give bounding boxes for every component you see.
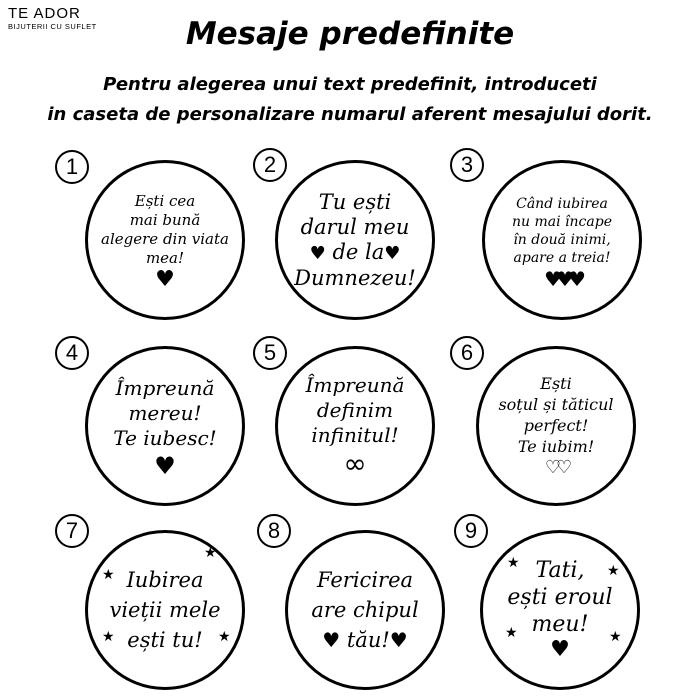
message-line: alegere din viata (101, 230, 229, 248)
heart-icon: ♥ (322, 628, 341, 652)
instructions-line-1: Pentru alegerea unui text predefinit, introduceti (103, 74, 597, 95)
message-line: Tu ești (318, 189, 392, 214)
message-number-badge: 7 (55, 514, 89, 548)
star-icon: ★ (204, 545, 217, 561)
message-number-badge: 4 (55, 336, 89, 370)
star-icon: ★ (505, 625, 518, 641)
message-circle (85, 346, 245, 506)
star-icon: ★ (218, 629, 231, 645)
message-4[interactable] (65, 340, 255, 516)
message-line: perfect! (523, 416, 589, 435)
brand-tagline: BIJUTERII CU SUFLET (8, 22, 97, 31)
message-line: Ești cea (134, 192, 196, 210)
message-line: vieții mele (109, 598, 221, 622)
message-circle (275, 160, 435, 320)
message-line: infinitul! (311, 422, 399, 447)
heart-icon: ♥ (384, 242, 401, 264)
message-line: mereu! (128, 400, 202, 425)
star-icon: ★ (102, 567, 115, 583)
message-line: mai bună (129, 211, 201, 229)
message-line: Tati, (535, 557, 585, 583)
message-line: Când iubirea (516, 196, 608, 212)
message-line: definim (316, 397, 394, 422)
message-8[interactable] (267, 518, 455, 700)
message-number-badge: 6 (450, 336, 484, 370)
message-line: mea! (145, 249, 185, 267)
star-icon: ★ (609, 629, 622, 645)
message-circle (275, 346, 435, 506)
infinity-icon: ∞ (343, 446, 367, 480)
message-7[interactable] (65, 518, 255, 700)
message-line: Dumnezeu! (294, 265, 416, 290)
heart-icon: ♥ (155, 267, 175, 292)
message-line: Ești (540, 374, 572, 393)
message-3[interactable] (460, 152, 652, 330)
message-line: ești tu! (127, 628, 203, 652)
linked-hearts-icon: ♡♡ (544, 457, 568, 478)
message-line: are chipul (311, 598, 419, 622)
message-line: tău! (346, 628, 390, 652)
message-circle (85, 530, 245, 690)
message-circle (85, 160, 245, 320)
message-line: meu! (531, 611, 589, 637)
message-number-badge: 9 (454, 514, 488, 548)
star-icon: ★ (102, 629, 115, 645)
message-line: Împreună (305, 372, 405, 397)
message-line: ești eroul (507, 584, 613, 610)
message-line: soțul și tăticul (498, 395, 614, 414)
message-line: Te iubesc! (113, 425, 217, 450)
message-line: Împreună (115, 375, 215, 400)
brand-name: TE ADOR (8, 5, 81, 22)
message-circle (285, 530, 445, 690)
message-line: Fericirea (316, 568, 414, 592)
message-number-badge: 2 (253, 148, 287, 182)
message-line: darul meu (300, 214, 410, 239)
star-icon: ★ (507, 555, 520, 571)
star-icon: ★ (607, 563, 620, 579)
instructions-line-2: in caseta de personalizare numarul aferent mesajului dorit. (47, 104, 653, 125)
message-6[interactable] (460, 340, 646, 516)
message-number-badge: 3 (450, 148, 484, 182)
heart-icon: ♥ (389, 628, 408, 652)
message-circle (480, 530, 640, 690)
message-line: în două inimi, (513, 232, 611, 248)
page-title: Mesaje predefinite (185, 16, 515, 52)
heart-icon: ♥ (550, 636, 570, 662)
heart-icon: ♥ (154, 451, 176, 480)
message-number-badge: 1 (55, 150, 89, 184)
message-line: de la (332, 239, 385, 264)
message-2[interactable] (263, 152, 445, 330)
message-5[interactable] (263, 340, 445, 516)
message-circle (476, 346, 636, 506)
message-line: Iubirea (126, 568, 204, 592)
message-1[interactable] (65, 154, 255, 330)
message-line: Te iubim! (517, 437, 595, 456)
message-line: apare a treia! (513, 250, 611, 266)
three-hearts-icon: ♥♥♥ (544, 267, 580, 291)
message-circle (482, 160, 642, 320)
message-number-badge: 5 (253, 336, 287, 370)
message-line: nu mai încape (512, 214, 612, 230)
message-9[interactable] (464, 518, 650, 700)
message-number-badge: 8 (257, 514, 291, 548)
heart-icon: ♥ (309, 242, 326, 264)
